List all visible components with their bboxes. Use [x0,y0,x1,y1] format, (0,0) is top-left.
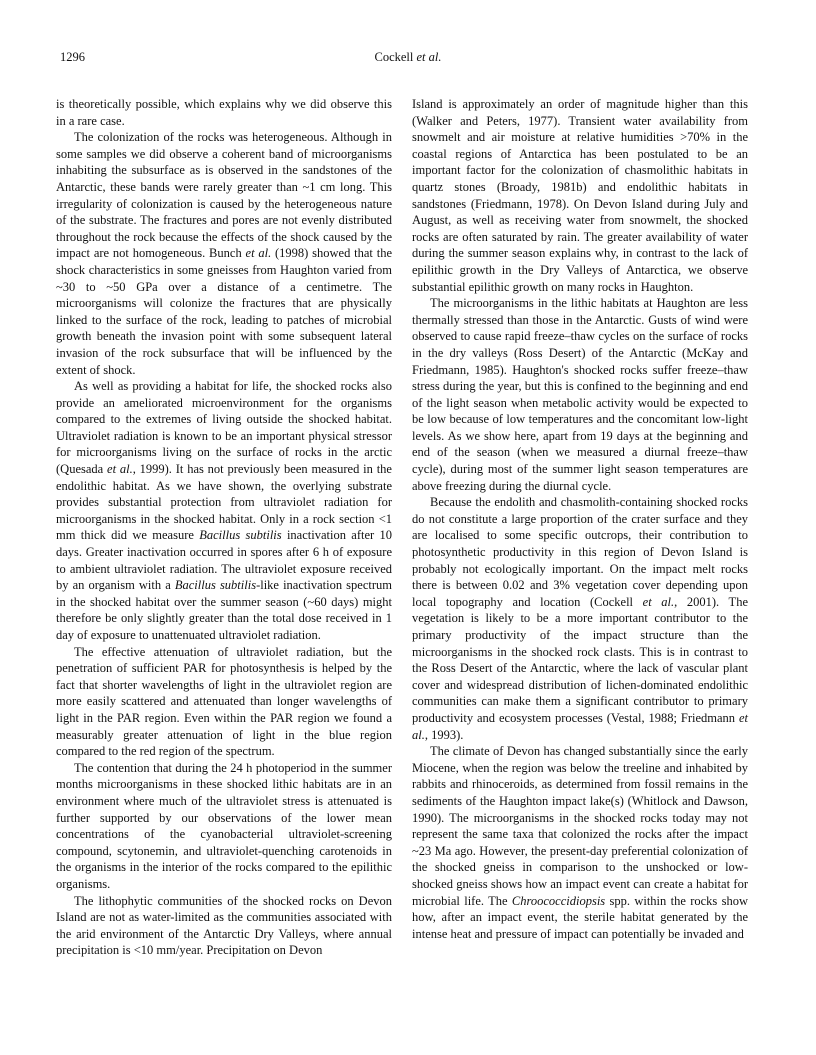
paragraph [56,893,392,959]
paragraph [412,743,748,942]
paragraph [56,129,392,378]
paragraph [56,96,392,129]
text-run: The effective attenuation of ultraviolet radiation, but the penetration of sufficient PAR for photosynthesis is helped by the fact that shorter wavelengths of light in the ultraviolet region are more easily scattered and attenuated than longer wavelengths of light in the PAR region. Even within the PAR region we found a measurably greater attenuation of light in the blue region compared to the red region of the spectrum. [56,644,392,759]
right-text-column [412,96,748,942]
authors-etal: et al. [416,50,442,64]
italic-text-run: Bacillus subtilis [174,578,257,593]
left-text-column [56,96,392,959]
italic-text-run: et al. [412,710,748,742]
italic-text-run: et al. [107,462,133,477]
text-run: Island is approximately an order of magnitude higher than this (Walker and Peters, 1977). Transient water availability from snowmelt and air moisture at relative humidities >70% in the coastal regions of Antarctica has been postulated to be an important factor for the colonization of chasmolithic habitats in quartz stones (Broady, 1981b) and endolithic habitats in sandstones (Friedmann, 1978). On Devon Island during July and August, as well as receiving water from snowmelt, the shocked rocks are often saturated by rain. The greater availability of water during the summer season explains why, in contrast to the lack of epilithic growth in the Dry Valleys of Antarctica, we observe substantial epilithic growth on many rocks in Haughton. [412,97,748,294]
authors-main: Cockell [374,50,417,64]
text-run: As well as providing a habitat for life, the shocked rocks also provide an ameliorated microenvironment for the organisms compared to the extremes of living outside the shocked habitat. Ultraviolet radiation is known to be an important physical stressor for microorganisms living on the surface of rocks in the arctic (Quesada [56,379,392,477]
text-run: The microorganisms in the lithic habitats at Haughton are less thermally stressed than those in the Antarctic. Gusts of wind were observed to cause rapid freeze–thaw cycles on the surface of rocks in the dry valleys (Ross Desert) of the Antarctic (McKay and Friedmann, 1985). Haughton's shocked rocks suffer freeze–thaw stress during the year, but this is confined to the beginning and end of the light season when metabolic activity would be expected to be low because of low temperatures and the concomitant low-light levels. As we show here, apart from 19 days at the beginning and end of the season (when we measured a diurnal freeze–thaw cycle), during most of the summer light season temperatures are above freezing during the diurnal cycle. [412,296,748,493]
text-run: , 2001). The vegetation is likely to be a more important contributor to the primary productivity of the impact structure than the microorganisms in the shocked rock clasts. This is in contrast to the Ross Desert of the Antarctic, where the lack of vascular plant cover and widespread distribution of lichen-dominated endolithic communities can make them a significant contributor to primary productivity and ecosystem processes (Vestal, 1988; Friedmann [412,594,748,725]
paragraph [412,494,748,743]
paragraph [56,644,392,760]
text-run: spp. within the rocks show how, after an impact event, the sterile habitat generated by the intense heat and pressure of impact can potentially be invaded and [412,893,748,941]
paragraph [56,378,392,644]
text-run: inactivation after 10 days. Greater inactivation occurred in spores after 6 h of exposure to ambient ultraviolet radiation. The ultraviolet exposure received by an organism with a [56,528,392,593]
text-run: The lithophytic communities of the shocked rocks on Devon Island are not as water-limited as the communities associated with the arid environment of the Antarctic Dry Valleys, where annual precipitation is <10 mm/year. Precipitation on Devon [56,893,392,958]
text-run: -like inactivation spectrum in the shocked habitat over the summer season (~60 days) might therefore be only slightly greater than the total dose received in 1 day of exposure to unattenuated ultraviolet radiation. [56,578,392,642]
text-run: The climate of Devon has changed substantially since the early Miocene, when the region was below the treeline and inhabited by rabbits and rhinoceroids, as determined from fossil remains in the sediments of the Haughton impact lake(s) (Whitlock and Dawson, 1990). The microorganisms in the shocked rocks today may not represent the same taxa that colonized the rocks after the impact ~23 Ma ago. However, the present-day preferential colonization of the shocked gneiss in comparison to the unshocked or low-shocked gneiss shows how an impact event can create a habitat for microbial life. The [412,744,748,908]
text-run: , 1999). It has not previously been measured in the endolithic habitat. As we have shown, the overlying substrate provides substantial protection from ultraviolet radiation for microorganisms in the shocked habitat. Only in a rock section <1 mm thick did we measure [56,462,392,543]
running-head-authors [60,50,756,65]
italic-text-run: et al. [642,594,675,609]
paragraph [412,96,748,295]
text-run: , 1993). [424,727,464,742]
paragraph [56,760,392,893]
italic-text-run: Chroococcidiopsis [511,893,606,908]
text-run: Because the endolith and chasmolith-containing shocked rocks do not constitute a large proportion of the crater surface and they are localised to some specific outcrops, their contribution to photosynthetic productivity in this region of Devon Island is probably not ecologically important. On the impact melt rocks there is between 0.02 and 3% vegetation cover depending upon local topography and location (Cockell [412,495,748,609]
italic-text-run: et al. [245,246,272,261]
paragraph [412,295,748,494]
text-run: is theoretically possible, which explains why we did observe this in a rare case. [56,97,392,128]
running-header [60,50,756,70]
text-run: (1998) showed that the shock characteristics in some gneisses from Haughton varied from ~30 to ~50 GPa over a distance of a centimetre. The microorganisms will colonize the fractures that are physically linked to the surface of the rock, leading to patches of microbial growth beneath the invasion point with some subsequent lateral invasion of the rock subsurface that will be influenced by the extent of shock. [56,246,392,377]
text-run: The contention that during the 24 h photoperiod in the summer months microorganisms in these shocked lithic habitats are in an environment where much of the ultraviolet stress is attenuated is further supported by our observations of the lower mean concentrations of the cyanobacterial ultraviolet-screening compound, scytonemin, and ultraviolet-quenching carotenoids in the organisms in the interior of the rocks compared to the epilithic organisms. [56,760,392,891]
page-number: 1296 [60,50,85,64]
text-run: The colonization of the rocks was heterogeneous. Although in some samples we did observe a coherent band of microorganisms inhabiting the subsurface as is observed in the sandstones of the Antarctic, these bands were rarely greater than ~1 cm long. This irregularity of colonization is caused by the heterogeneous nature of the substrate. The fractures and pores are not evenly distributed throughout the rock because the effects of the shock caused by the impact are not homogeneous. Bunch [56,130,392,261]
italic-text-run: Bacillus subtilis [199,528,282,543]
